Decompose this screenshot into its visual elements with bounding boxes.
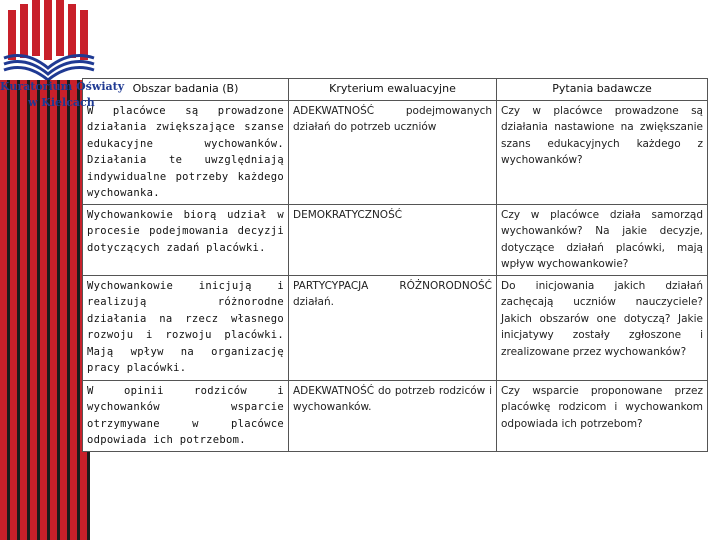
- logo-line-2: w Kielcach: [28, 96, 95, 109]
- evaluation-table: [82, 78, 708, 452]
- table-header-row: [83, 79, 708, 101]
- cell-area: W placówce są prowadzone działania zwiększające szanse edukacyjne wychowanków. Działania te uwzględniają indywidualne potrzeby każdego wychowanka.: [83, 100, 289, 204]
- logo-line-1: Kuratorium Oświaty: [0, 80, 125, 93]
- cell-question: Czy w placówce prowadzone są działania nastawione na zwiększanie szans edukacyjnych każdego z wychowanków?: [497, 100, 708, 204]
- header-criterion: Kryterium ewaluacyjne: [289, 79, 497, 101]
- cell-criterion: DEMOKRATYCZNOŚĆ: [289, 204, 497, 275]
- cell-question: Do inicjowania jakich działań zachęcają uczniów nauczyciele? Jakich obszarów one dotyczą? Jakie inicjatywy zostały zgłoszone i zrealizowane przez wychowanków?: [497, 275, 708, 380]
- cell-question: Czy w placówce działa samorząd wychowanków? Na jakie decyzje, dotyczące działań placówki, mają wpływ wychowankowie?: [497, 204, 708, 275]
- cell-area: Wychowankowie biorą udział w procesie podejmowania decyzji dotyczących zadań placówki.: [83, 204, 289, 275]
- table-row: [83, 380, 708, 451]
- header-questions: Pytania badawcze: [497, 79, 708, 101]
- table-row: [83, 275, 708, 380]
- open-book-logo-icon: [0, 0, 124, 80]
- cell-area: W opinii rodziców i wychowanków wsparcie otrzymywane w placówce odpowiada ich potrzebom.: [83, 380, 289, 451]
- cell-question: Czy wsparcie proponowane przez placówkę rodzicom i wychowankom odpowiada ich potrzebom?: [497, 380, 708, 451]
- cell-criterion: ADEKWATNOŚĆ do potrzeb rodziców i wychowanków.: [289, 380, 497, 451]
- cell-criterion: ADEKWATNOŚĆ podejmowanych działań do potrzeb uczniów: [289, 100, 497, 204]
- logo: [0, 0, 124, 80]
- table-row: [83, 100, 708, 204]
- table-row: [83, 204, 708, 275]
- cell-area: Wychowankowie inicjują i realizują różnorodne działania na rzecz własnego rozwoju i rozwoju placówki. Mają wpływ na organizację pracy placówki.: [83, 275, 289, 380]
- cell-criterion: PARTYCYPACJA RÓŻNORODNOŚĆ działań.: [289, 275, 497, 380]
- header-area: Obszar badania (B): [83, 79, 289, 101]
